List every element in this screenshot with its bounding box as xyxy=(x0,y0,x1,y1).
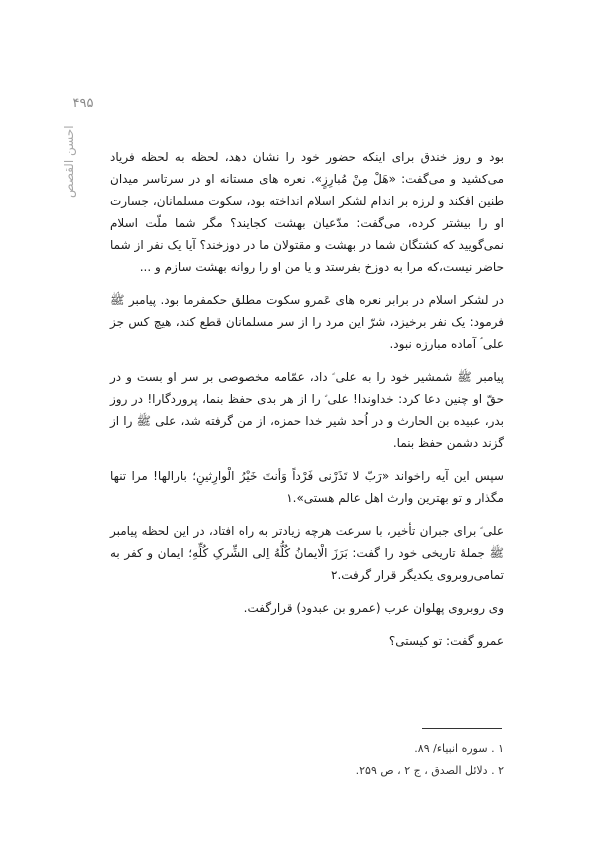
page-number: ۴۹۵ xyxy=(72,96,94,111)
paragraph-2: در لشکر اسلام در برابر نعره های عَمرو سکوت مطلق حکمفرما بود. پیامبر ﷺ فرمود: یک نفر برخیزد، شرّ این مرد را از سر مسلمانان قطع کند، هیچ کس جز علی ؑ آماده مبارزه نبود. xyxy=(110,293,504,351)
body-text xyxy=(110,146,504,663)
paragraph-1: بود و روز خندق برای اینکه حضور خود را نشان دهد، لحظه به لحظه فریاد می‌کشید و می‌گفت: «هَلْ مِنْ مُبارِزٍ». نعره های مستانه او در سرتاسر میدان طنین افکند و لرزه بر اندام لشکر اسلام انداخته بود، سکوت مسلمانان، جسارت او را بیشتر کرده، می‌گفت: مدّعیان بهشت کجایند؟ مگر شما ملّت اسلام نمی‌گویید که کشتگان شما در بهشت و مقتولان ما در دوزخند؟ آیا یک نفر از شما حاضر نیست،که مرا به دوزخ بفرستد و یا من او را روانه بهشت سازم و ... xyxy=(110,150,504,274)
paragraph-3: پیامبر ﷺ شمشیر خود را به علی ؑ داد، عمّامه مخصوصی بر سر او بست و در حقّ او چنین دعا کرد: خداوندا! علی ؑ را از هر بدی حفظ بنما، پروردگارا! در روز بدر، عبیده بن الحارث و در اُحد شیر خدا حمزه، از من گرفته شد، علی ﷺ را از گزند دشمن حفظ بنما. xyxy=(110,370,504,450)
footnote-divider xyxy=(422,728,502,729)
paragraph-6: وی روبروی پهلوان عرب (عمرو بن عبدود) قرارگفت. xyxy=(243,601,504,615)
footnote-2: ۲ . دلائل الصدق ، ج ۲ ، ص ۲۵۹. xyxy=(355,764,504,777)
paragraph-7: عمرو گفت: تو کیستی؟ xyxy=(388,634,504,648)
paragraph-5: علی ؑ برای جبران تأخیر، با سرعت هرچه زیادتر به راه افتاد، در این لحظه پیامبر ﷺ جملهٔ تاریخی خود را گفت: بَرَزَ الْایمانُ کُلُّهُ اِلی الشِّرکِ کُلِّهِ؛ ایمان و کفر به تمامی‌روبروی یکدیگر قرار گرفت.۲ xyxy=(110,524,504,582)
footnote-1: ۱ . سوره انبیاء/ ۸۹. xyxy=(414,742,504,755)
paragraph-4: سپس این آیه راخواند «رَبّ لا تَذَرْنی فَرْداً وَأنتَ خَیْرُ الْوارِثینِ؛ بارالها! مرا تنها مگذار و تو بهترین وارث اهل عالم هستی».۱ xyxy=(110,469,504,505)
footnotes xyxy=(110,738,504,782)
running-title: احسن القصص xyxy=(62,125,76,199)
